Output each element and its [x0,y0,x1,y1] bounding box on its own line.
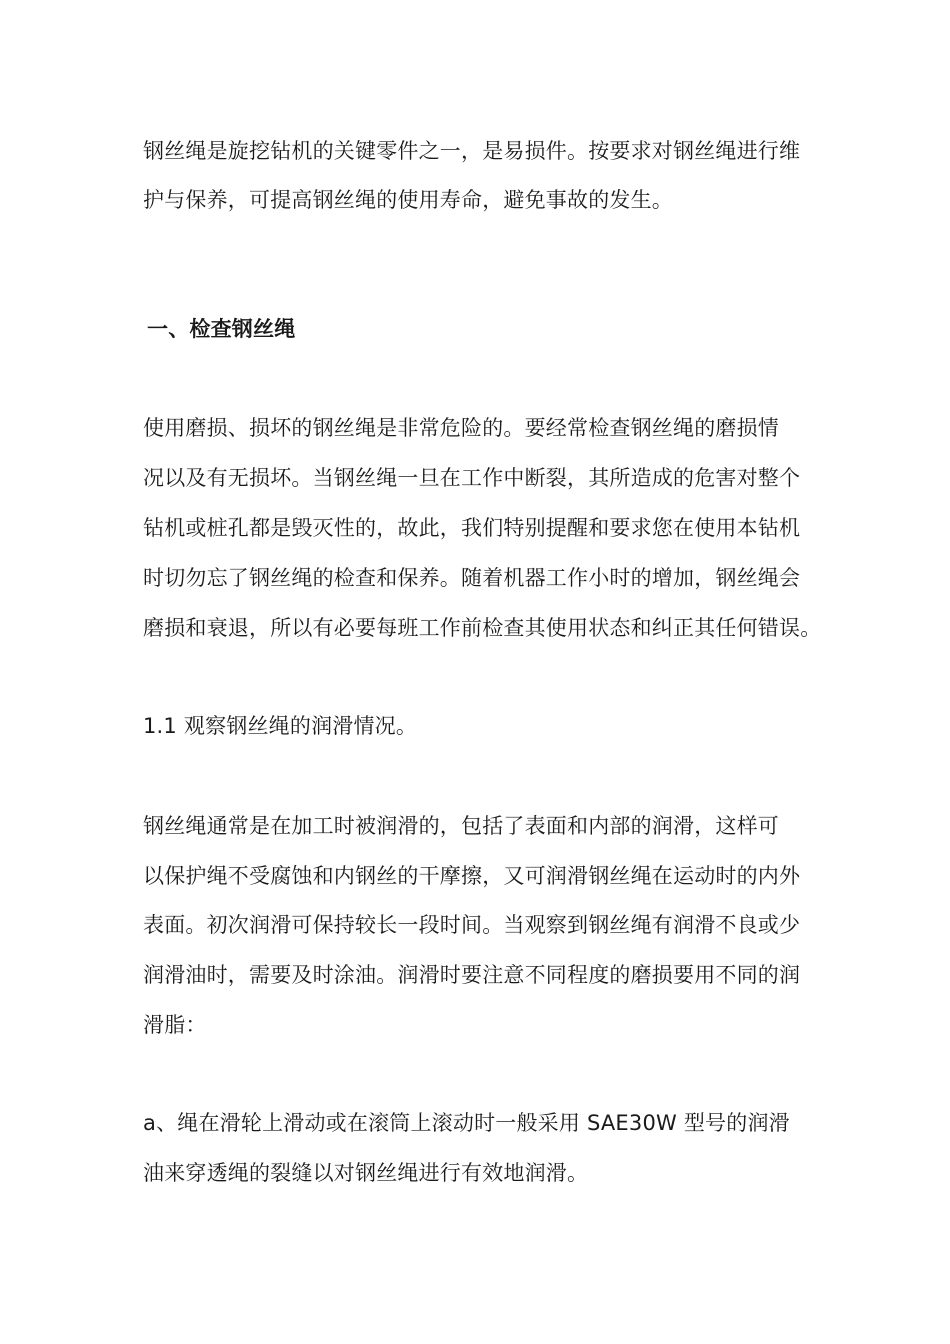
section1-line-5: 磨损和衰退，所以有必要每班工作前检查其使用状态和纠正其任何错误。 [143,616,822,640]
section-heading: 一、检查钢丝绳 [147,317,296,341]
section1-line-1: 使用磨损、损坏的钢丝绳是非常危险的。要经常检查钢丝绳的磨损情 [143,416,779,440]
item-a-line-1: a、绳在滑轮上滑动或在滚筒上滚动时一般采用 SAE30W 型号的润滑 [143,1111,790,1135]
lubrication-line-1: 钢丝绳通常是在加工时被润滑的，包括了表面和内部的润滑，这样可 [143,814,779,838]
subsection-heading: 1.1 观察钢丝绳的润滑情况。 [143,714,418,738]
intro-line-1: 钢丝绳是旋挖钻机的关键零件之一，是易损件。按要求对钢丝绳进行维 [143,139,801,163]
intro-line-2: 护与保养，可提高钢丝绳的使用寿命，避免事故的发生。 [143,188,673,212]
section1-line-2: 况以及有无损坏。当钢丝绳一旦在工作中断裂，其所造成的危害对整个 [143,466,801,490]
lubrication-line-3: 表面。初次润滑可保持较长一段时间。当观察到钢丝绳有润滑不良或少 [143,913,801,937]
section1-line-4: 时切勿忘了钢丝绳的检查和保养。随着机器工作小时的增加，钢丝绳会 [143,566,801,590]
lubrication-line-2: 以保护绳不受腐蚀和内钢丝的干摩擦，又可润滑钢丝绳在运动时的内外 [143,864,801,888]
section1-line-3: 钻机或桩孔都是毁灭性的，故此，我们特别提醒和要求您在使用本钻机 [143,516,801,540]
item-a-line-2: 油来穿透绳的裂缝以对钢丝绳进行有效地润滑。 [143,1161,589,1185]
lubrication-line-4: 润滑油时，需要及时涂油。润滑时要注意不同程度的磨损要用不同的润 [143,963,801,987]
lubrication-line-5: 滑脂： [143,1013,207,1037]
